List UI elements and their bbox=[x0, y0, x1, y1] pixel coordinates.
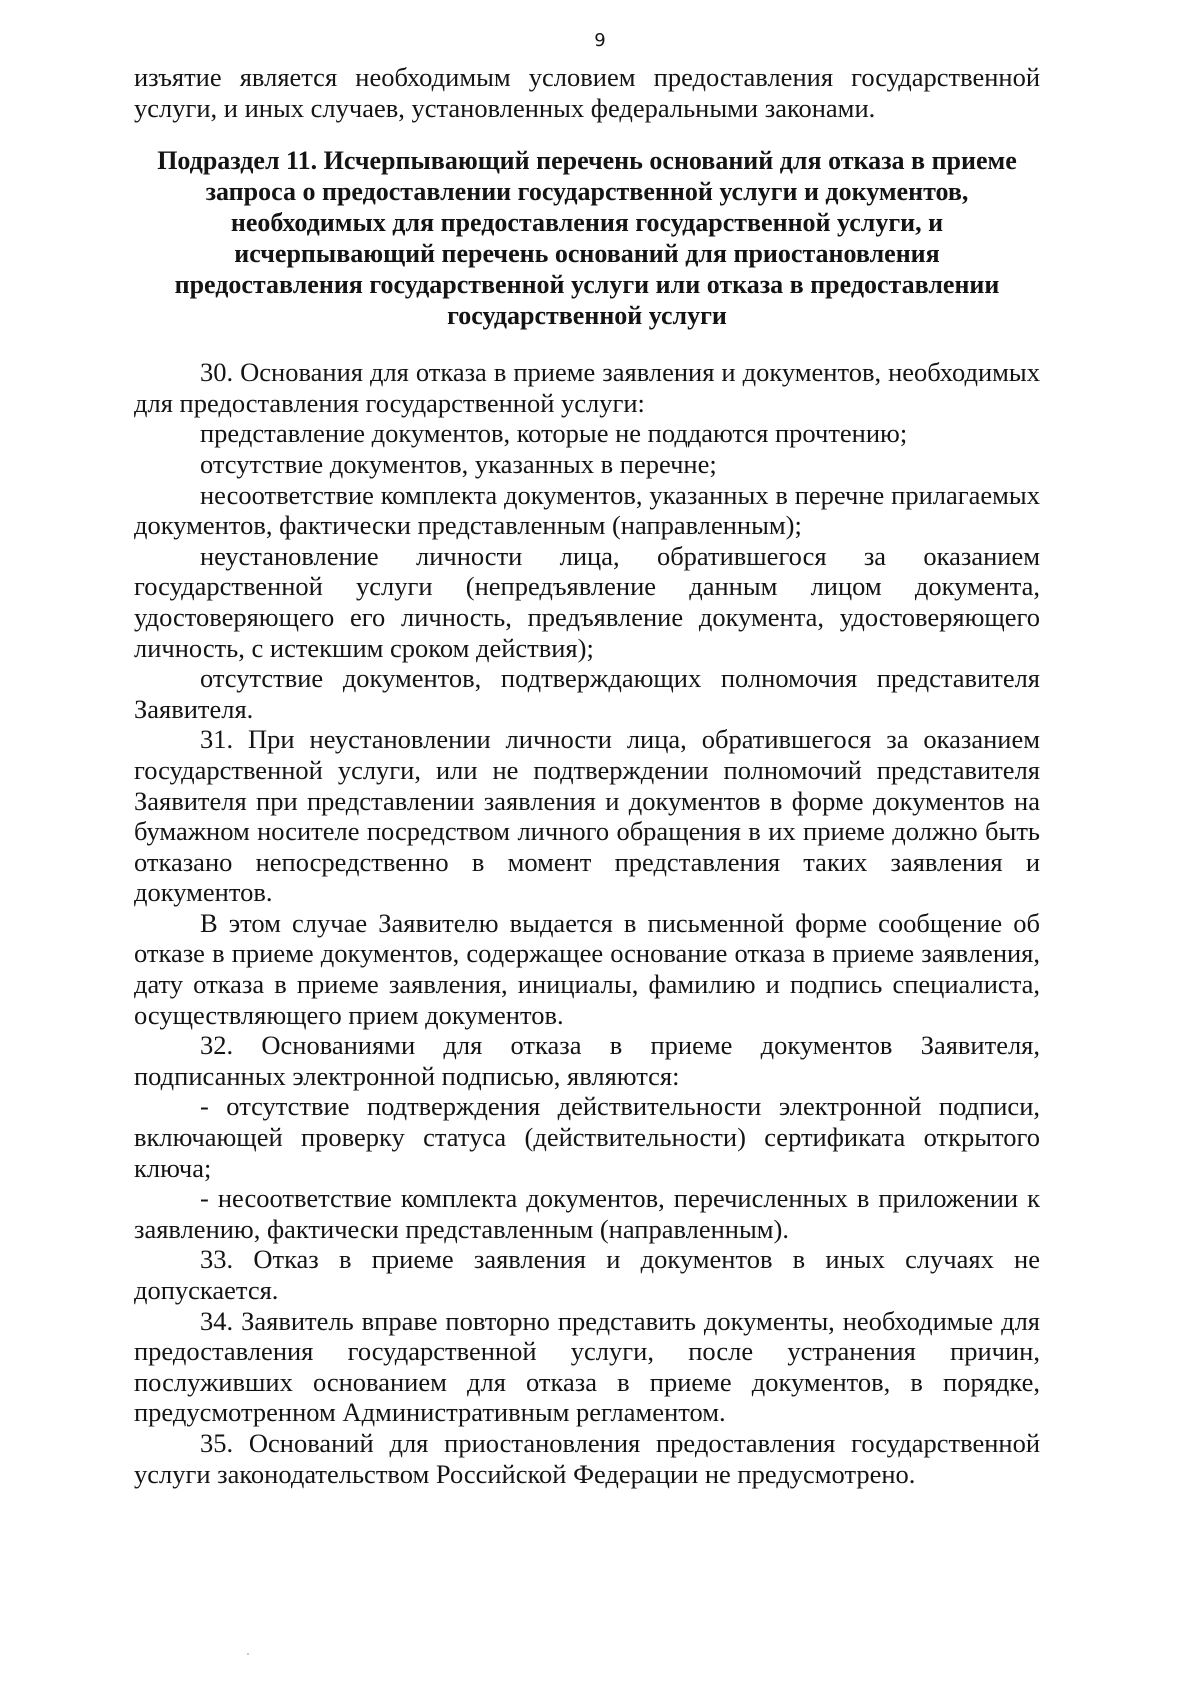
list-item-incomplete-set: несоответствие комплекта документов, указанных в перечне прилагаемых документов, фактически представленным (направленным); bbox=[134, 479, 1040, 541]
list-item-identity-not-established: неустановление личности лица, обратившегося за оказанием государственной услуги (непредъявление данным лицом документа, удостоверяющего его личность, предъявление документа, удостоверяющего личность, с истекшим сроком действия); bbox=[134, 540, 1040, 663]
heading-line: государственной услуги bbox=[447, 301, 727, 331]
heading-line: необходимых для предоставления государственной услуги, и bbox=[230, 208, 944, 238]
heading-line: запроса о предоставлении государственной услуги и документов, bbox=[205, 177, 969, 207]
heading-line: исчерпывающий перечень оснований для приостановления bbox=[234, 239, 940, 269]
scan-artifact bbox=[247, 1653, 249, 1655]
document-body bbox=[134, 62, 1040, 1489]
list-item-set-mismatch: - несоответствие комплекта документов, перечисленных в приложении к заявлению, фактически представленным (направленным). bbox=[134, 1183, 1040, 1244]
section-heading bbox=[134, 145, 1040, 331]
paragraph-34: 34. Заявитель вправе повторно представить документы, необходимые для предоставления государственной услуги, после устранения причин, послуживших основанием для отказа в приеме документов, в порядке, предусмотренном Административным регламентом. bbox=[134, 1305, 1040, 1428]
list-item-unreadable-documents: представление документов, которые не поддаются прочтению; bbox=[200, 418, 908, 449]
intro-paragraph: изъятие является необходимым условием предоставления государственной услуги, и иных случаев, установленных федеральными законами. bbox=[134, 62, 1040, 123]
paragraph-30: 30. Основания для отказа в приеме заявления и документов, необходимых для предоставления государственной услуги: bbox=[134, 357, 1040, 418]
list-item-no-authority-documents: отсутствие документов, подтверждающих полномочия представителя Заявителя. bbox=[134, 663, 1040, 724]
heading-line: предоставления государственной услуги или отказа в предоставлении bbox=[174, 270, 1000, 300]
page-number: 9 bbox=[594, 30, 606, 51]
paragraph-31: 31. При неустановлении личности лица, обратившегося за оказанием государственной услуги, или не подтверждении полномочий представителя Заявителя при представлении заявления и документов в форме документов на бумажном носителе посредством личного обращения в их приеме должно быть отказано непосредственно в момент представления таких заявления и документов. bbox=[134, 724, 1040, 908]
paragraph-refusal-notice: В этом случае Заявителю выдается в письменной форме сообщение об отказе в приеме документов, содержащее основание отказа в приеме заявления, дату отказа в приеме заявления, инициалы, фамилию и подпись специалиста, осуществляющего прием документов. bbox=[134, 907, 1040, 1030]
paragraph-35: 35. Оснований для приостановления предоставления государственной услуги законодательством Российской Федерации не предусмотрено. bbox=[134, 1427, 1040, 1489]
paragraph-32: 32. Основаниями для отказа в приеме документов Заявителя, подписанных электронной подписью, являются: bbox=[134, 1030, 1040, 1091]
list-item-signature-not-confirmed: - отсутствие подтверждения действительности электронной подписи, включающей проверку статуса (действительности) сертификата открытого ключа; bbox=[134, 1091, 1040, 1183]
list-item-missing-documents: отсутствие документов, указанных в перечне; bbox=[200, 448, 717, 479]
heading-line: Подраздел 11. Исчерпывающий перечень оснований для отказа в приеме bbox=[157, 146, 1017, 176]
paragraph-33: 33. Отказ в приеме заявления и документов в иных случаях не допускается. bbox=[134, 1244, 1040, 1305]
